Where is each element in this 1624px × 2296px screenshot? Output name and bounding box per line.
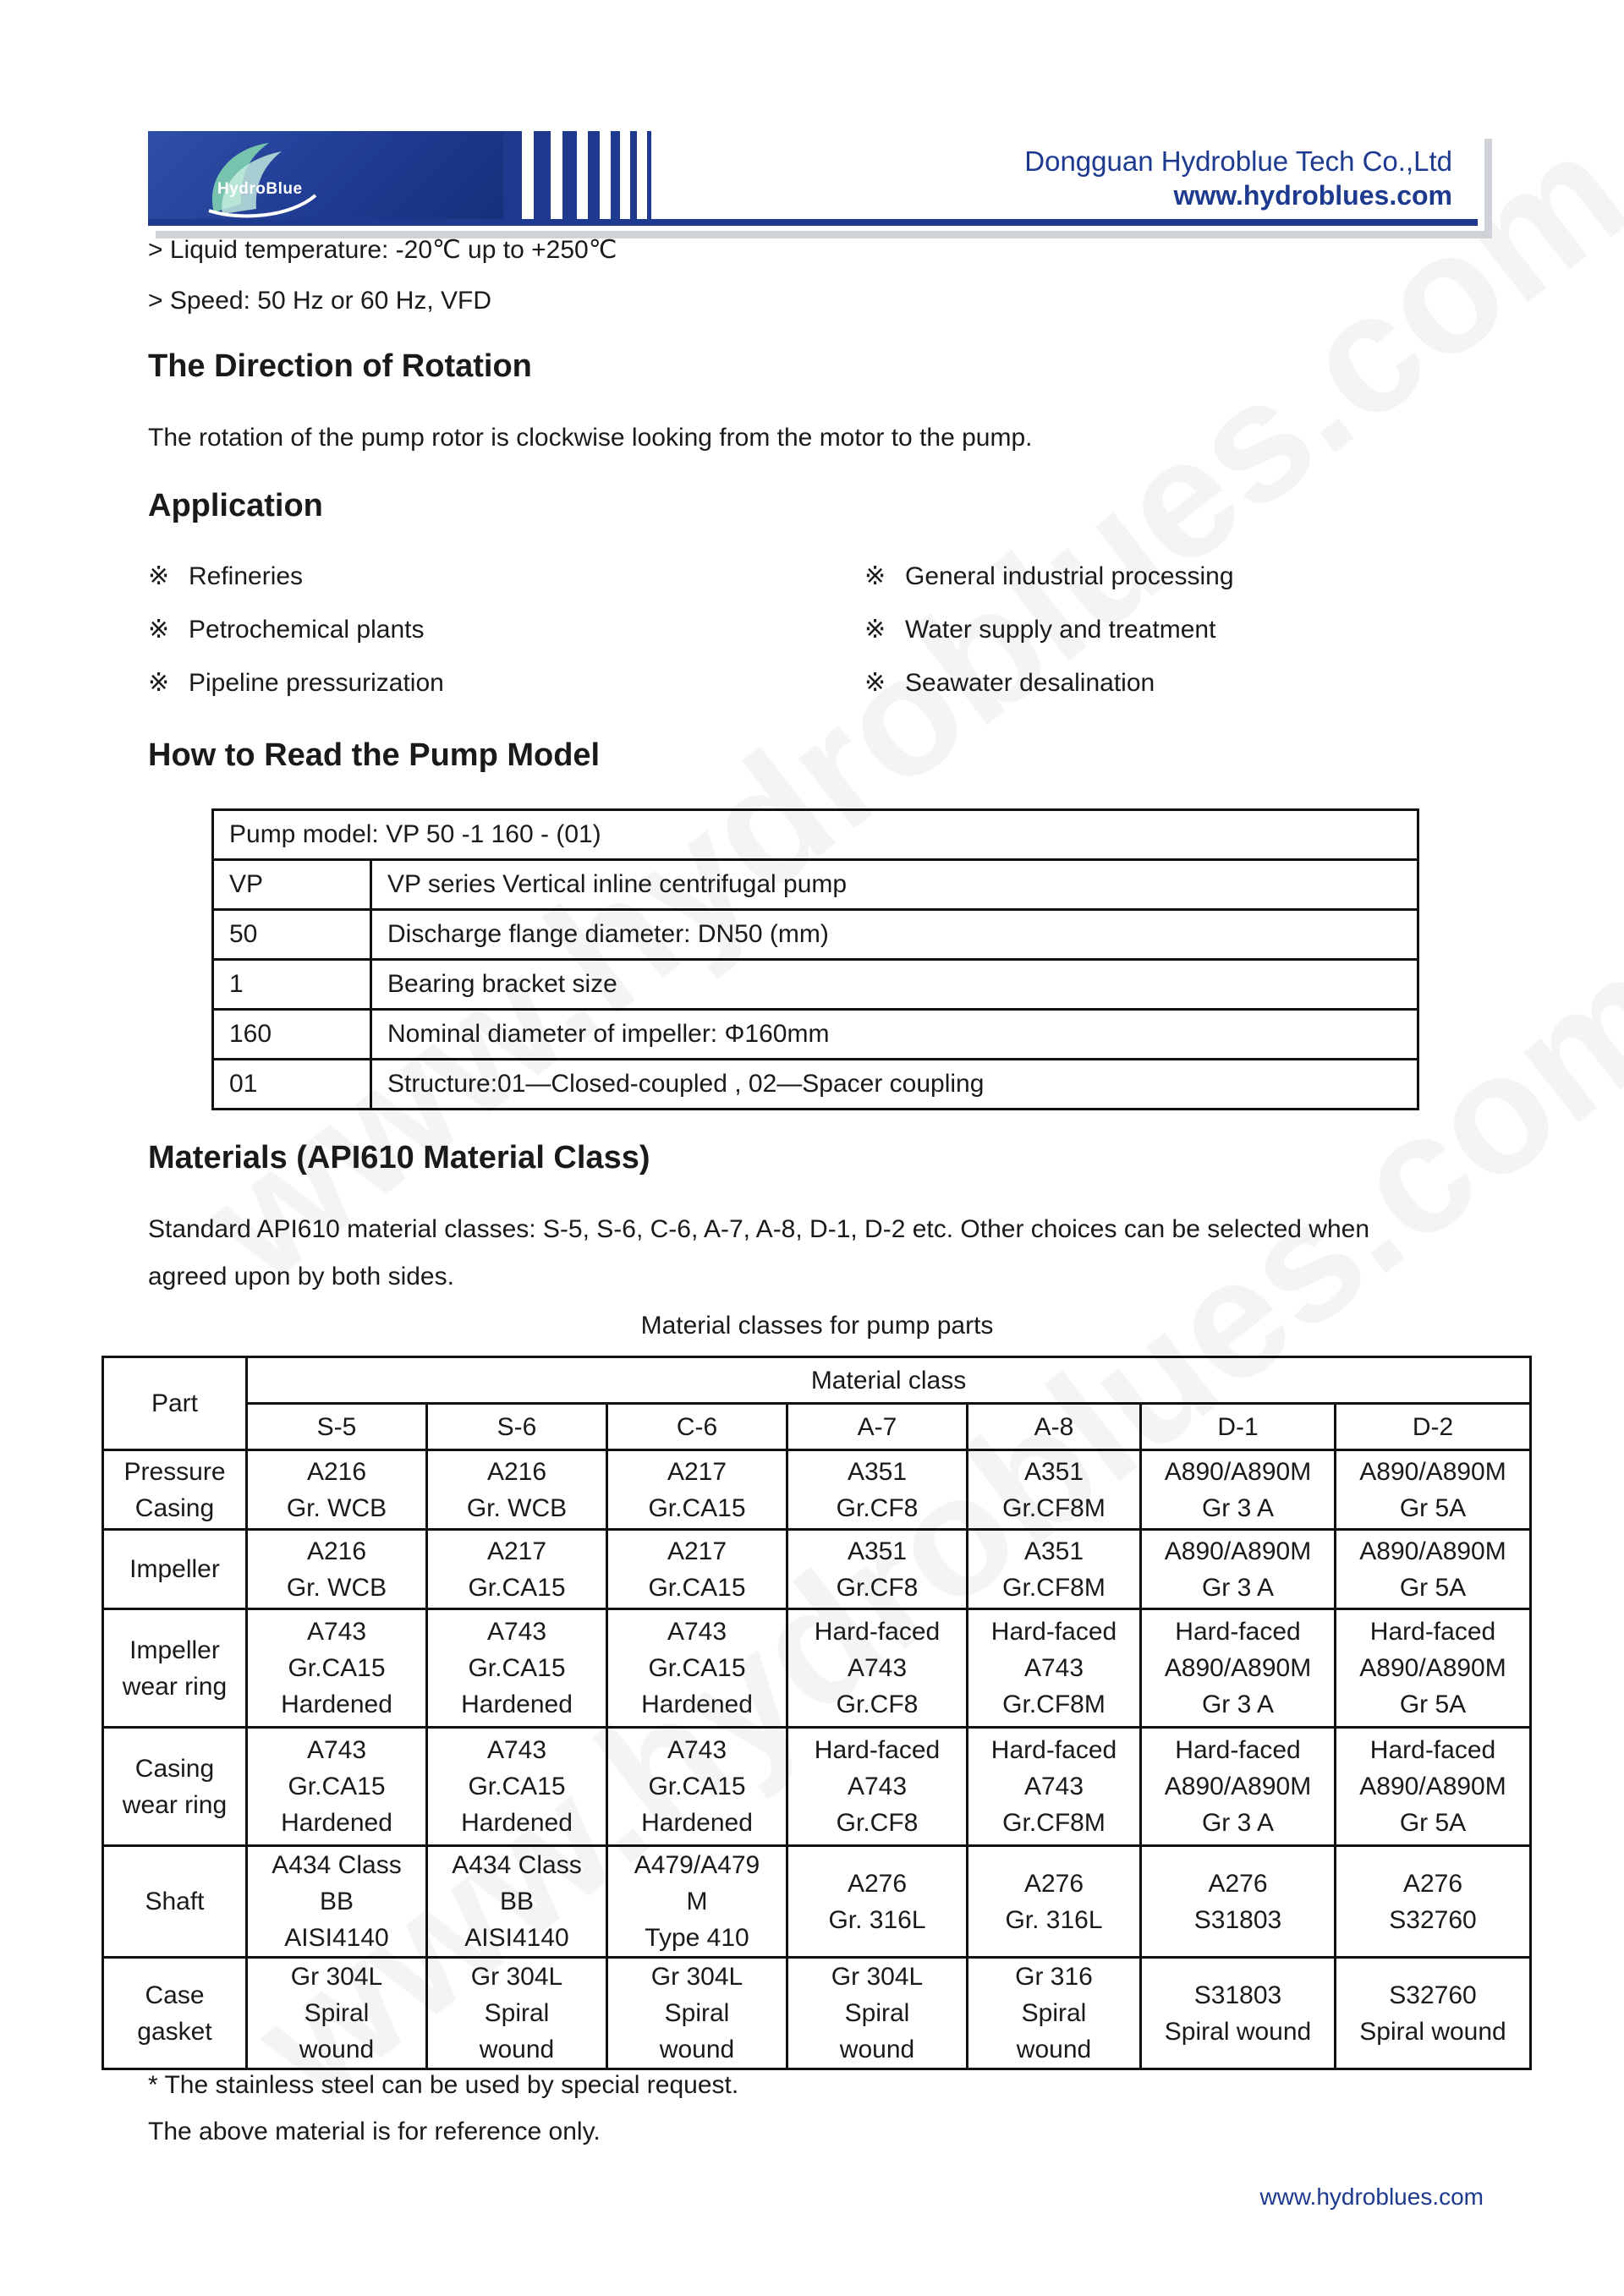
- material-cell: [247, 1450, 427, 1530]
- materials-text-line1: Standard API610 material classes: S-5, S-6, C-6, A-7, A-8, D-1, D-2 etc. Other choices can be selected when: [148, 1215, 1370, 1243]
- material-line: A743: [667, 1618, 727, 1646]
- materials-table: [102, 1356, 1532, 2070]
- model-code: 50: [213, 910, 371, 960]
- material-cell: [787, 1530, 968, 1609]
- part-name-line: Shaft: [145, 1888, 205, 1915]
- material-line: Spiral: [1021, 1999, 1087, 2027]
- material-line: wound: [659, 2036, 735, 2063]
- material-line: Gr.CA15: [468, 1654, 566, 1682]
- model-desc: Nominal diameter of impeller: Φ160mm: [371, 1010, 1418, 1060]
- material-cell: [607, 1958, 787, 2069]
- material-line: AISI4140: [284, 1924, 389, 1952]
- material-cell: [1141, 1958, 1336, 2069]
- material-line: S32760: [1389, 1905, 1477, 1934]
- material-cell: [427, 1450, 607, 1530]
- material-line: Gr 5A: [1399, 1573, 1467, 1602]
- material-line: Gr.CF8M: [1002, 1493, 1106, 1522]
- table-row: [103, 1728, 1531, 1846]
- material-line: BB: [499, 1888, 535, 1915]
- class-header-cell: D-1: [1141, 1404, 1336, 1450]
- watermark: [169, 95, 1624, 1320]
- pump-model-heading: How to Read the Pump Model: [148, 737, 601, 773]
- material-line: BB: [319, 1888, 354, 1915]
- material-line: Spiral: [844, 1999, 910, 2027]
- material-line: Gr 316: [1015, 1963, 1093, 1991]
- material-line: A351: [1023, 1457, 1084, 1486]
- material-line: Hard-faced: [990, 1618, 1117, 1646]
- material-line: Gr.CF8M: [1002, 1573, 1106, 1602]
- material-line: Hard-faced: [814, 1736, 941, 1764]
- material-line: Hardened: [641, 1690, 753, 1718]
- material-line: A890/A890M: [1164, 1537, 1312, 1565]
- company-name: Dongguan Hydroblue Tech Co.,Ltd: [1024, 145, 1452, 177]
- material-line: Gr.CF8: [836, 1573, 919, 1602]
- decorative-stripes: [503, 131, 808, 224]
- material-line: Spiral: [484, 1999, 550, 2027]
- material-line: A743: [306, 1618, 367, 1646]
- material-line: Gr.CA15: [468, 1773, 566, 1800]
- material-line: Gr.CA15: [288, 1654, 386, 1682]
- table-row: [103, 1450, 1531, 1530]
- material-cell: [968, 1958, 1141, 2069]
- part-name-cell: [103, 1450, 247, 1530]
- material-line: Gr. 316L: [1005, 1905, 1103, 1934]
- materials-text-line2: agreed upon by both sides.: [148, 1263, 454, 1290]
- model-code: VP: [213, 860, 371, 910]
- material-cell: [247, 1846, 427, 1958]
- class-header-cell: S-5: [247, 1404, 427, 1450]
- material-line: A890/A890M: [1164, 1654, 1312, 1682]
- material-line: A890/A890M: [1164, 1457, 1312, 1486]
- material-line: A217: [486, 1537, 547, 1565]
- part-name-line: Impeller: [129, 1555, 220, 1583]
- part-name-cell: [103, 1958, 247, 2069]
- material-line: Gr 304L: [650, 1963, 743, 1991]
- material-line: A276: [1402, 1869, 1463, 1898]
- table-row: [213, 860, 1418, 910]
- material-cell: [607, 1450, 787, 1530]
- table-row: [213, 960, 1418, 1010]
- material-cell: [787, 1958, 968, 2069]
- table-row: [103, 1609, 1531, 1728]
- material-line: Hardened: [461, 1809, 573, 1837]
- material-cell: [787, 1450, 968, 1530]
- application-item: ※ Pipeline pressurization: [148, 669, 444, 697]
- material-line: Gr 5A: [1399, 1690, 1467, 1718]
- material-line: S32760: [1389, 1981, 1477, 2009]
- pump-model-table: [211, 808, 1419, 1110]
- material-cell: [1141, 1609, 1336, 1728]
- part-name-cell: [103, 1728, 247, 1846]
- part-name-line: Casing: [134, 1754, 215, 1783]
- material-line: Gr.CA15: [468, 1573, 566, 1602]
- class-header-row: [103, 1404, 1531, 1450]
- material-line: A890/A890M: [1359, 1773, 1506, 1800]
- material-cell: [1336, 1728, 1531, 1846]
- table-row: [103, 1530, 1531, 1609]
- table-row: [213, 1010, 1418, 1060]
- material-line: Gr.CA15: [648, 1773, 746, 1800]
- material-line: Gr. WCB: [286, 1493, 387, 1522]
- material-line: A351: [1023, 1537, 1084, 1565]
- part-name-line: Pressure: [123, 1457, 226, 1486]
- liquid-temperature: > Liquid temperature: -20℃ up to +250℃: [148, 236, 617, 264]
- material-cell: [1141, 1846, 1336, 1958]
- material-line: A351: [847, 1457, 908, 1486]
- application-item: ※ Water supply and treatment: [864, 616, 1216, 644]
- material-line: A479/A479: [634, 1851, 760, 1879]
- material-line: A216: [306, 1537, 367, 1565]
- header-banner: [148, 131, 1484, 231]
- application-item: ※ Seawater desalination: [864, 669, 1155, 697]
- material-line: Gr. 316L: [828, 1905, 926, 1934]
- material-cell: [787, 1728, 968, 1846]
- rotation-heading: The Direction of Rotation: [148, 348, 532, 384]
- material-line: Spiral: [304, 1999, 370, 2027]
- material-cell: [1141, 1450, 1336, 1530]
- material-line: Hardened: [281, 1809, 392, 1837]
- footnote-reference: The above material is for reference only.: [148, 2118, 601, 2145]
- material-cell: [787, 1609, 968, 1728]
- model-code: 160: [213, 1010, 371, 1060]
- model-desc: Discharge flange diameter: DN50 (mm): [371, 910, 1418, 960]
- material-cell: [607, 1846, 787, 1958]
- material-line: Gr.CF8: [836, 1690, 919, 1718]
- material-cell: [1336, 1958, 1531, 2069]
- application-item: ※ General industrial processing: [864, 562, 1234, 590]
- application-heading: Application: [148, 488, 323, 523]
- material-line: Hard-faced: [990, 1736, 1117, 1764]
- material-line: Gr.CA15: [288, 1773, 386, 1800]
- material-line: Type 410: [645, 1924, 749, 1952]
- logo-text: HydroBlue: [217, 180, 303, 198]
- material-cell: [247, 1530, 427, 1609]
- company-url[interactable]: www.hydroblues.com: [1173, 180, 1452, 211]
- material-line: A890/A890M: [1359, 1537, 1506, 1565]
- material-line: Spiral wound: [1164, 2017, 1312, 2046]
- material-cell: [968, 1450, 1141, 1530]
- material-line: Gr.CA15: [648, 1573, 746, 1602]
- material-line: Gr.CF8M: [1002, 1690, 1106, 1718]
- material-line: A743: [1023, 1773, 1084, 1800]
- material-line: Gr.CA15: [648, 1493, 746, 1522]
- material-line: Gr 304L: [470, 1963, 563, 1991]
- material-line: Hard-faced: [1175, 1618, 1301, 1646]
- material-cell: [607, 1609, 787, 1728]
- material-line: A890/A890M: [1164, 1773, 1312, 1800]
- class-header-cell: D-2: [1336, 1404, 1531, 1450]
- bullet-mark-icon: ※: [148, 616, 170, 644]
- material-line: A743: [667, 1736, 727, 1764]
- material-line: Hard-faced: [814, 1618, 941, 1646]
- part-name-line: wear ring: [122, 1790, 228, 1819]
- material-line: A276: [1023, 1869, 1084, 1898]
- part-name-line: Casing: [134, 1493, 215, 1522]
- material-cell: [427, 1958, 607, 2069]
- part-header: Part: [103, 1357, 247, 1450]
- material-line: Spiral wound: [1359, 2017, 1506, 2046]
- material-line: A743: [486, 1736, 547, 1764]
- material-line: A743: [306, 1736, 367, 1764]
- material-cell: [427, 1609, 607, 1728]
- material-line: A743: [1023, 1654, 1084, 1682]
- material-line: wound: [299, 2036, 375, 2063]
- part-name-line: gasket: [137, 2017, 212, 2046]
- material-line: S31803: [1193, 1981, 1282, 2009]
- table-row: [213, 910, 1418, 960]
- material-line: Gr 5A: [1399, 1809, 1467, 1837]
- material-line: Hardened: [641, 1809, 753, 1837]
- footer-url[interactable]: www.hydroblues.com: [1259, 2184, 1484, 2210]
- logo-block: [148, 131, 503, 224]
- material-line: wound: [839, 2036, 915, 2063]
- material-cell: [607, 1728, 787, 1846]
- material-line: A217: [667, 1537, 727, 1565]
- material-line: Gr 5A: [1399, 1493, 1467, 1522]
- material-line: A217: [667, 1457, 727, 1486]
- material-line: M: [686, 1888, 708, 1915]
- material-line: Gr 304L: [831, 1963, 924, 1991]
- table-header-row: [103, 1357, 1531, 1404]
- rotation-text: The rotation of the pump rotor is clockwise looking from the motor to the pump.: [148, 424, 1033, 452]
- material-line: Hard-faced: [1369, 1736, 1496, 1764]
- material-cell: [1336, 1609, 1531, 1728]
- class-header-cell: C-6: [607, 1404, 787, 1450]
- bullet-mark-icon: ※: [864, 562, 886, 590]
- material-cell: [1336, 1450, 1531, 1530]
- material-cell: [247, 1958, 427, 2069]
- table-row: [103, 1958, 1531, 2069]
- material-line: S31803: [1193, 1905, 1282, 1934]
- application-item: ※ Petrochemical plants: [148, 616, 425, 644]
- material-cell: [1141, 1728, 1336, 1846]
- class-header-cell: S-6: [427, 1404, 607, 1450]
- material-cell: [247, 1609, 427, 1728]
- material-line: Hardened: [461, 1690, 573, 1718]
- material-line: Gr 3 A: [1201, 1690, 1275, 1718]
- material-cell: [247, 1728, 427, 1846]
- materials-heading: Materials (API610 Material Class): [148, 1140, 650, 1175]
- part-name-line: Impeller: [129, 1636, 220, 1664]
- class-header-cell: A-8: [968, 1404, 1141, 1450]
- material-line: Gr.CA15: [648, 1654, 746, 1682]
- part-name-line: wear ring: [122, 1672, 228, 1701]
- material-line: A743: [847, 1773, 908, 1800]
- material-line: A434 Class: [272, 1851, 402, 1879]
- material-line: Gr 3 A: [1201, 1493, 1275, 1522]
- material-cell: [968, 1609, 1141, 1728]
- model-desc: Bearing bracket size: [371, 960, 1418, 1010]
- material-line: A434 Class: [452, 1851, 582, 1879]
- class-header-cell: A-7: [787, 1404, 968, 1450]
- material-line: A276: [847, 1869, 908, 1898]
- material-line: Spiral: [664, 1999, 730, 2027]
- bullet-mark-icon: ※: [148, 669, 170, 697]
- part-name-cell: [103, 1530, 247, 1609]
- material-line: A216: [486, 1457, 547, 1486]
- material-class-header: Material class: [247, 1357, 1531, 1404]
- material-line: Gr. WCB: [286, 1573, 387, 1602]
- material-cell: [1336, 1530, 1531, 1609]
- material-line: A216: [306, 1457, 367, 1486]
- material-cell: [787, 1846, 968, 1958]
- bullet-mark-icon: ※: [864, 616, 886, 644]
- pump-model-header-cell: Pump model: VP 50 -1 160 - (01): [213, 810, 1418, 860]
- table-row: [213, 1060, 1418, 1110]
- material-line: Gr. WCB: [466, 1493, 568, 1522]
- material-cell: [968, 1530, 1141, 1609]
- speed: > Speed: 50 Hz or 60 Hz, VFD: [148, 287, 492, 315]
- table-row: [213, 810, 1418, 860]
- table-row: [103, 1846, 1531, 1958]
- part-name-line: Case: [145, 1981, 205, 2009]
- material-cell: [427, 1728, 607, 1846]
- material-line: AISI4140: [464, 1924, 569, 1952]
- material-line: Gr.CF8M: [1002, 1809, 1106, 1837]
- material-cell: [1336, 1846, 1531, 1958]
- material-line: Hardened: [281, 1690, 392, 1718]
- model-code: 01: [213, 1060, 371, 1110]
- material-line: wound: [1016, 2036, 1092, 2063]
- material-cell: [427, 1530, 607, 1609]
- logo-swoosh-icon: [189, 136, 332, 221]
- material-line: Hard-faced: [1175, 1736, 1301, 1764]
- material-line: Gr 3 A: [1201, 1573, 1275, 1602]
- model-desc: VP series Vertical inline centrifugal pump: [371, 860, 1418, 910]
- material-line: wound: [479, 2036, 555, 2063]
- material-cell: [427, 1846, 607, 1958]
- application-item: ※ Refineries: [148, 562, 304, 590]
- material-line: A743: [847, 1654, 908, 1682]
- bullet-mark-icon: ※: [864, 669, 886, 697]
- materials-table-caption: Material classes for pump parts: [640, 1312, 994, 1340]
- part-name-cell: [103, 1846, 247, 1958]
- material-line: A890/A890M: [1359, 1457, 1506, 1486]
- material-line: A743: [486, 1618, 547, 1646]
- material-line: A351: [847, 1537, 908, 1565]
- material-line: Gr 3 A: [1201, 1809, 1275, 1837]
- material-cell: [968, 1846, 1141, 1958]
- material-cell: [607, 1530, 787, 1609]
- material-cell: [968, 1728, 1141, 1846]
- material-line: Gr.CF8: [836, 1809, 919, 1837]
- material-line: A276: [1208, 1869, 1268, 1898]
- material-line: Hard-faced: [1369, 1618, 1496, 1646]
- model-code: 1: [213, 960, 371, 1010]
- part-name-cell: [103, 1609, 247, 1728]
- material-line: Gr.CF8: [836, 1493, 919, 1522]
- banner-underline: [148, 219, 1478, 226]
- material-line: Gr 304L: [290, 1963, 383, 1991]
- material-cell: [1141, 1530, 1336, 1609]
- footnote-stainless: * The stainless steel can be used by special request.: [148, 2071, 739, 2099]
- bullet-mark-icon: ※: [148, 562, 170, 590]
- company-block: [1024, 145, 1452, 212]
- model-desc: Structure:01—Closed-coupled , 02—Spacer coupling: [371, 1060, 1418, 1110]
- material-line: A890/A890M: [1359, 1654, 1506, 1682]
